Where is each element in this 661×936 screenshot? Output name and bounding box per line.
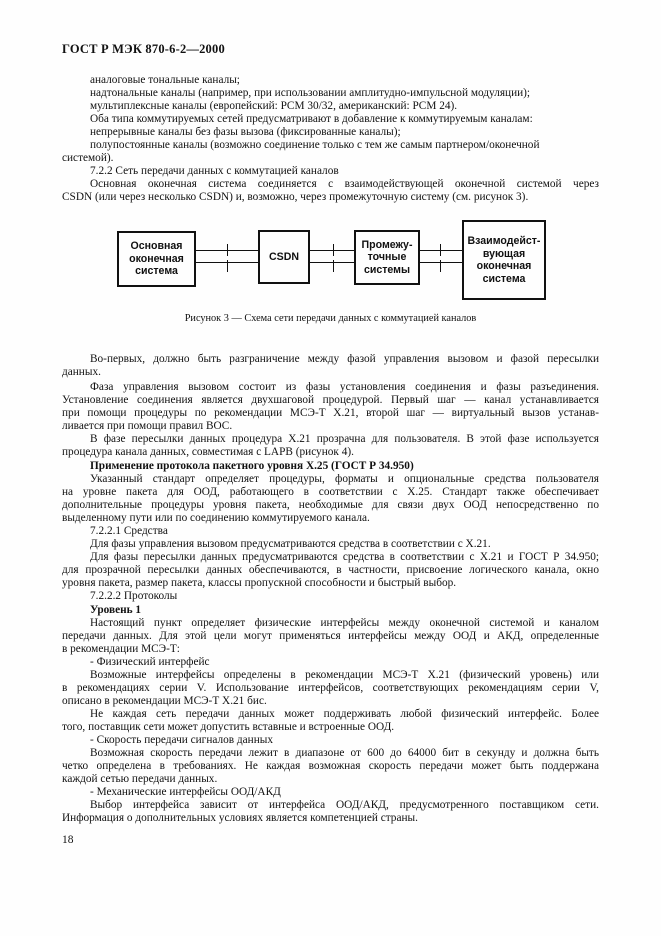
text-line: Возможные интерфейсы определены в рекомендации МСЭ-Т X.21 (физический уровень) или — [90, 669, 599, 681]
box-csdn — [258, 230, 310, 284]
connector-tick — [440, 260, 441, 272]
text-line: 7.2.2.2 Протоколы — [90, 590, 178, 602]
text-line: Оба типа коммутируемых сетей предусматривают в добавление к коммутируемым каналам: — [90, 113, 533, 125]
text-line: ливается при помощи правил ВОС. — [62, 420, 233, 432]
text-line: мультиплексные каналы (европейский: PCM 30/32, американский: PCM 24). — [90, 100, 458, 112]
connector-line — [310, 250, 354, 251]
connector-tick — [227, 260, 228, 272]
text-line: 7.2.2 Сеть передачи данных с коммутацией каналов — [90, 165, 339, 177]
text-line: Основная оконечная система соединяется с взаимодействующей оконечной системой через — [90, 178, 599, 190]
connector-line — [310, 262, 354, 263]
text-line: - Скорость передачи сигналов данных — [90, 734, 274, 746]
text-line: Фаза управления вызовом состоит из фазы установления соединения и фазы разъединения. — [90, 381, 599, 393]
text-line: дополнительные процедуры уровня пакета, необходимые для связи двух ООД непосредственно по — [62, 499, 599, 511]
text-line: аналоговые тональные каналы; — [90, 74, 240, 86]
text-line: Выбор интерфейса зависит от интерфейса ООД/АКД, предусмотренного поставщиком сети. — [90, 799, 599, 811]
text-line: того, поставщик сети может допустить вставные и встроенные ООД. — [62, 721, 395, 733]
document-header: ГОСТ Р МЭК 870-6-2—2000 — [62, 42, 225, 56]
text-line: непрерывные каналы без фазы вызова (фиксированные каналы); — [90, 126, 401, 138]
text-line: Применение протокола пакетного уровня X.25 (ГОСТ Р 34.950) — [90, 460, 414, 472]
box-intermediate-label: Промежу-точные системы — [361, 238, 413, 276]
text-line: В фазе пересылки данных процедура X.21 прозрачна для пользователя. В этой фазе используется — [90, 433, 599, 445]
text-line: процедура канала данных, совместимая с LAPB (рисунок 4). — [62, 446, 354, 458]
text-line: надтональные каналы (например, при использовании амплитудно-импульсной модуляции); — [90, 87, 531, 99]
figure-caption: Рисунок 3 — Схема сети передачи данных с коммутацией каналов — [184, 313, 477, 324]
text-line: Настоящий пункт определяет физические интерфейсы между оконечной системой и каналом — [90, 617, 599, 629]
text-line: данных. — [62, 366, 101, 378]
text-line: Не каждая сеть передачи данных может поддерживать любой физический интерфейс. Более — [90, 708, 599, 720]
text-line: Уровень 1 — [90, 604, 142, 616]
connector-tick — [333, 260, 334, 272]
text-line: - Механические интерфейсы ООД/АКД — [90, 786, 281, 798]
box-main-terminal — [117, 231, 196, 287]
connector-tick — [227, 244, 228, 256]
text-line: в рекомендации МСЭ-Т: — [62, 643, 180, 655]
text-line: Для фазы управления вызовом предусматриваются средства в соответствии с X.21. — [90, 538, 491, 550]
text-line: уровня пакета, размер пакета, классы пропускной способности и быстрый выбор. — [62, 577, 457, 589]
text-line: Указанный стандарт определяет процедуры, форматы и опциональные средства пользователя — [90, 473, 599, 485]
text-line: Установление соединения является двухшаговой процедурой. Первый шаг — канал устанавливается — [62, 394, 599, 406]
text-line: полупостоянные каналы (возможно соединение только с тем же самым партнером/оконечной — [90, 139, 540, 151]
text-line: передачи данных. Для этой цели могут применяться интерфейсы между ООД и АКД, определенные — [62, 630, 599, 642]
text-line: четко определена в требованиях. Не каждая возможная скорость передачи может быть поддержана — [62, 760, 599, 772]
text-line: CSDN (или через несколько CSDN) и, возможно, через промежуточную систему (см. рисунок 3). — [62, 191, 529, 203]
box-interacting — [462, 220, 546, 300]
text-line: системой). — [62, 152, 114, 164]
text-line: Во-первых, должно быть разграничение между фазой управления вызовом и фазой пересылки — [90, 353, 599, 365]
connector-tick — [333, 244, 334, 256]
text-line: при помощи процедуры по рекомендации МСЭ-Т X.21, второй шаг — виртуальный вызов устанав- — [62, 407, 599, 419]
text-line: описано в рекомендации МСЭ-Т X.21 бис. — [62, 695, 267, 707]
connector-tick — [440, 244, 441, 256]
text-line: Возможная скорость передачи лежит в диапазоне от 600 до 64000 бит в секунду и должна быть — [90, 747, 599, 759]
text-line: для прозрачной пересылки данных обеспечиваются, в частности, присвоение логического канала, окно — [62, 564, 599, 576]
box-main-terminal-label: Основная оконечная система — [129, 240, 184, 278]
text-line: Для фазы пересылки данных предусматриваются средства в соответствии с X.21 и ГОСТ Р 34.950; — [90, 551, 599, 563]
text-line: на уровне пакета для ООД, работающего в соответствии с X.25. Стандарт также обеспечивает — [62, 486, 599, 498]
figure-3-diagram — [100, 215, 560, 305]
box-interacting-label: Взаимодейст-вующая оконечная система — [467, 235, 541, 285]
text-line: в рекомендациях серии V. Использование интерфейсов, соответствующих рекомендациям серии V, — [62, 682, 599, 694]
box-csdn-label: CSDN — [268, 250, 300, 263]
text-line: каждой сетью передачи данных. — [62, 773, 218, 785]
box-intermediate — [354, 230, 420, 285]
text-line: выделенному пути или по соединению коммутируемого канала. — [62, 512, 370, 524]
page-number: 18 — [62, 834, 74, 846]
text-line: 7.2.2.1 Средства — [90, 525, 168, 537]
text-line: Информация о дополнительных условиях является компетенцией страны. — [62, 812, 418, 824]
text-line: - Физический интерфейс — [90, 656, 210, 668]
